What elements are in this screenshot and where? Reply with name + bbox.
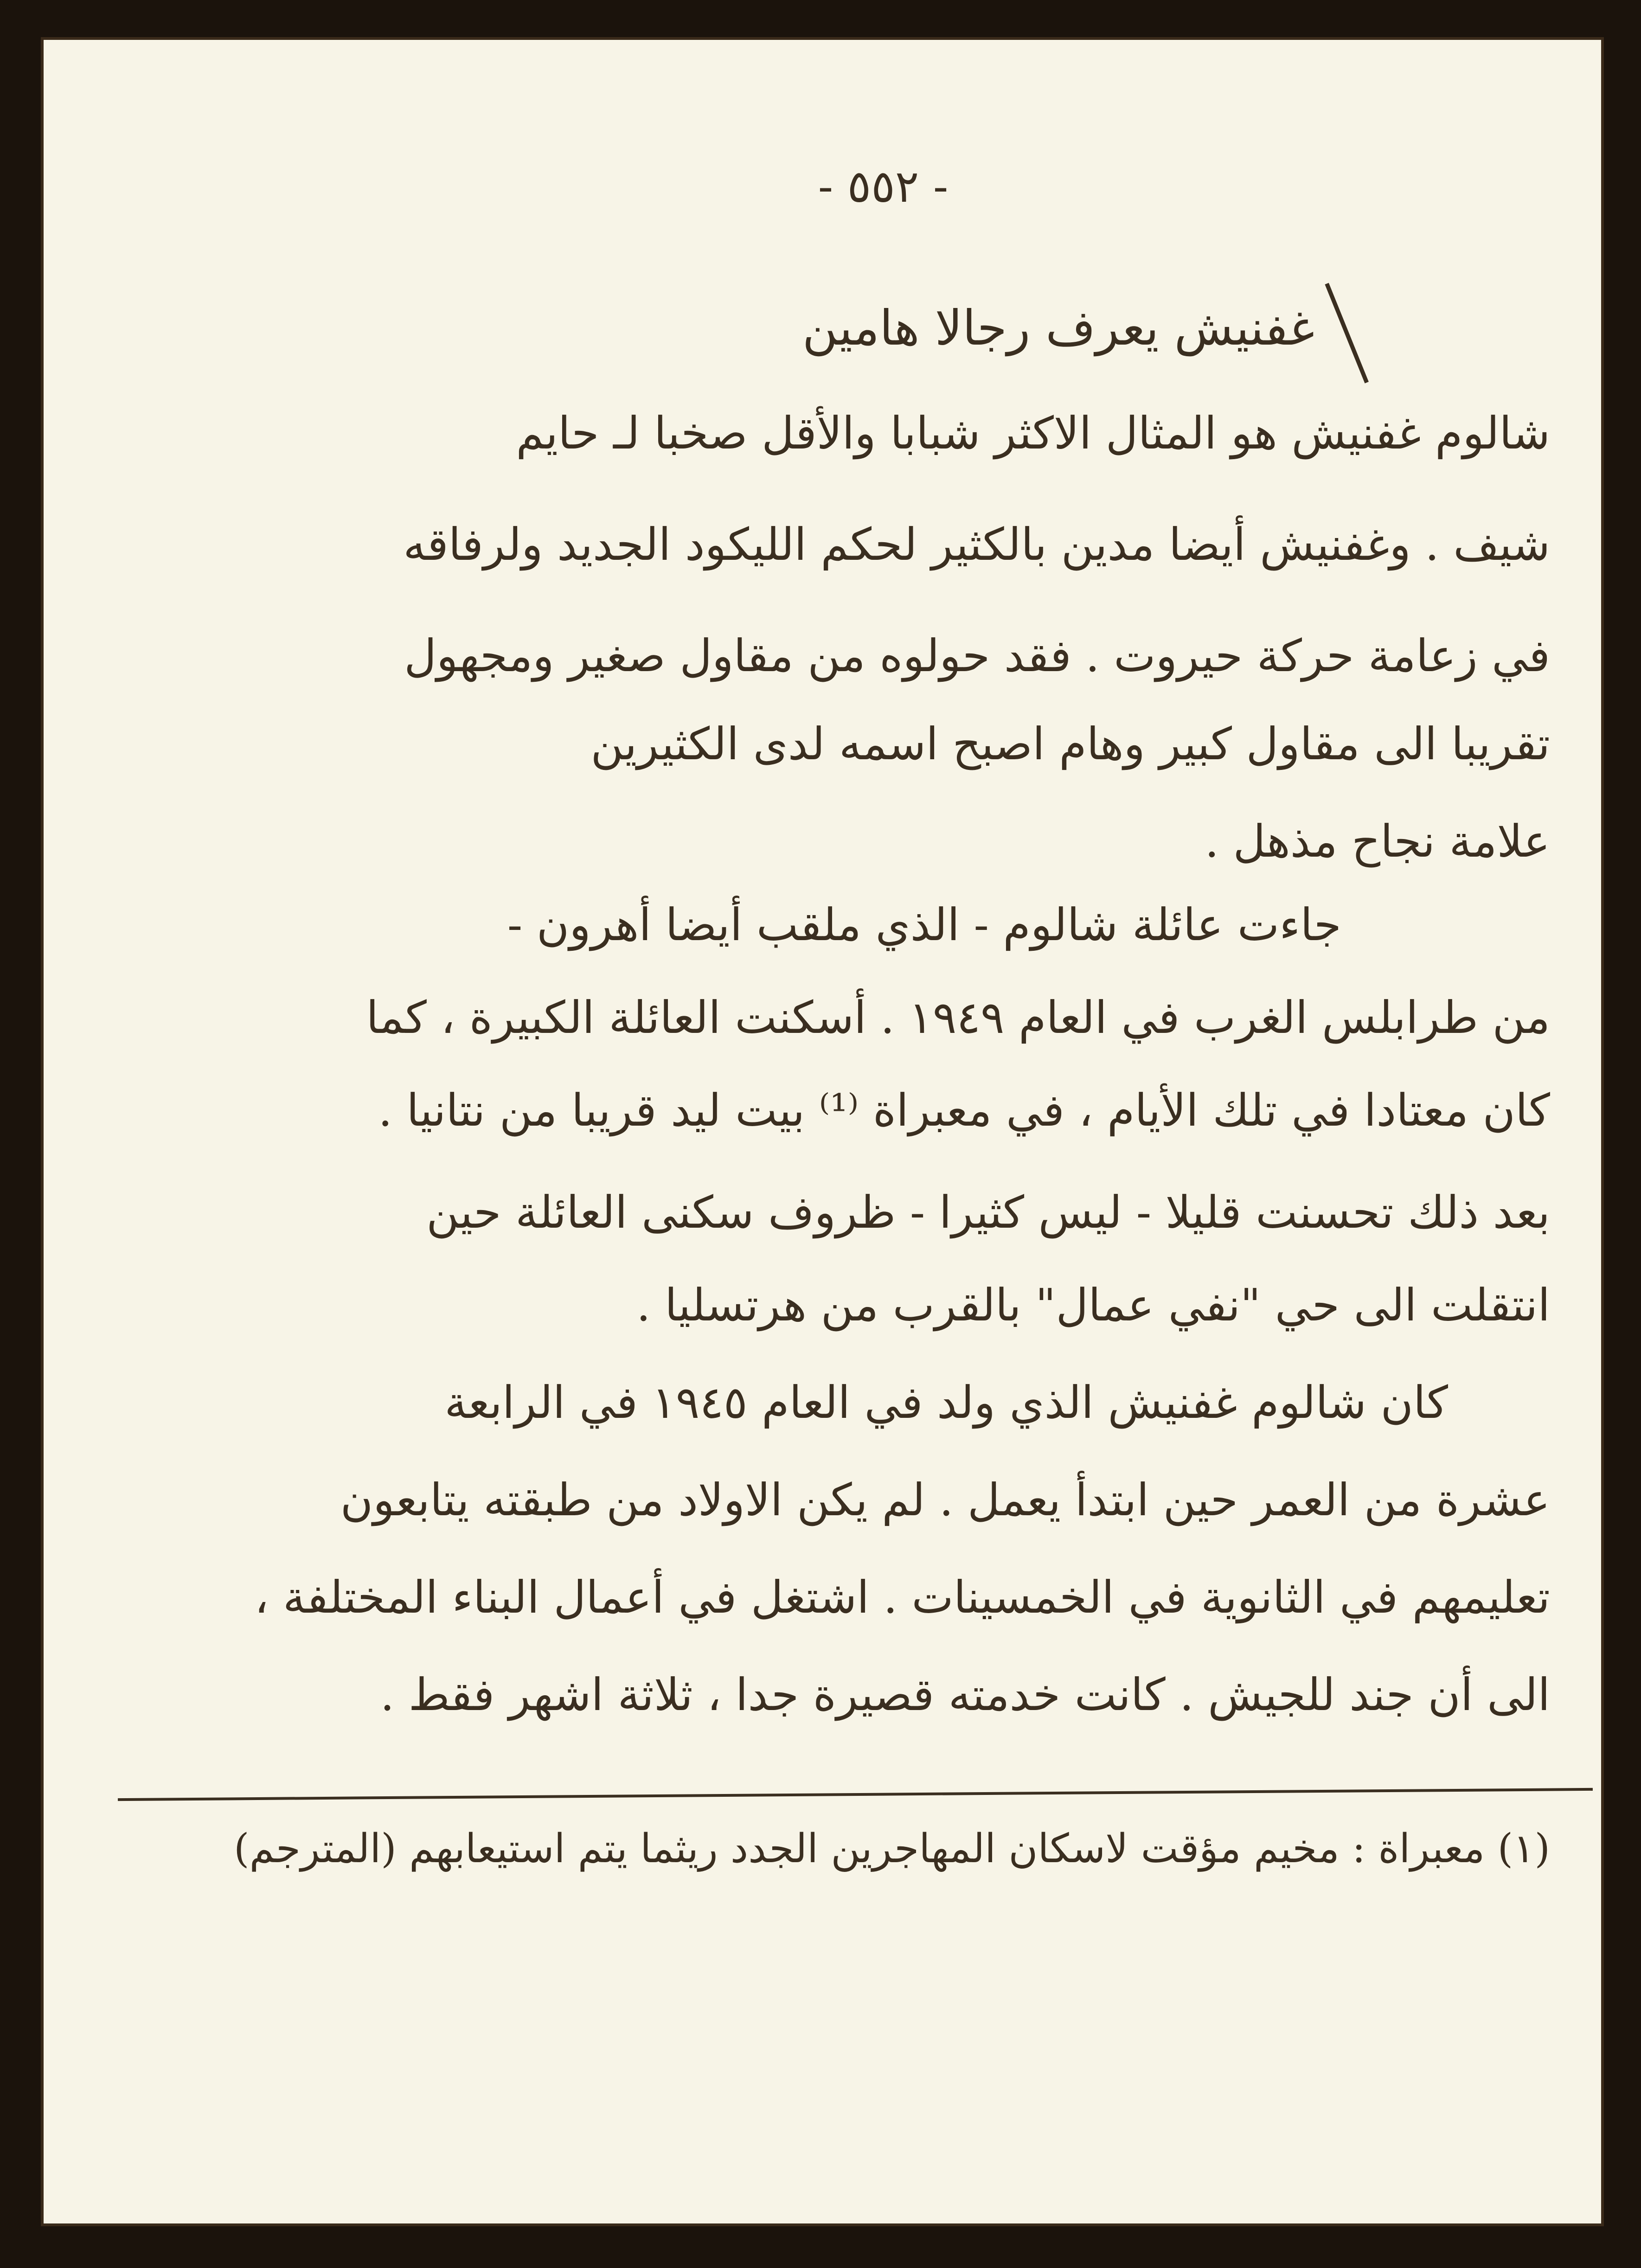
page-title: غفنيش يعرف رجالا هامين [802,300,1314,356]
text-line: جاءت عائلة شالوم - الذي ملقب أيضا أهرون - [507,899,1341,951]
footnote-divider [118,1788,1593,1801]
text-line: بعد ذلك تحسنت قليلا - ليس كثيرا - ظروف سكنى العائلة حين [426,1186,1550,1238]
text-line: كان شالوم غفنيش الذي ولد في العام ١٩٤٥ في الرابعة [444,1377,1448,1429]
page-number: - ٥٥٢ - [818,160,949,212]
title-margin-stroke [1325,278,1381,384]
text-line: من طرابلس الغرب في العام ١٩٤٩ . أسكنت العائلة الكبيرة ، كما [366,992,1550,1044]
title-row [554,281,1342,383]
text-line: شالوم غفنيش هو المثال الاكثر شبابا والأقل صخبا لـ حايم [516,407,1550,459]
text-line: في زعامة حركة حيروت . فقد حولوه من مقاول صغير ومجهول [404,630,1550,682]
text-line: شيف . وغفنيش أيضا مدين بالكثير لحكم الليكود الجديد ولرفاقه [403,519,1550,570]
text-line: تعليمهم في الثانوية في الخمسينات . اشتغل في أعمال البناء المختلفة ، [254,1571,1550,1623]
manuscript-page [41,37,1604,2226]
text-line: علامة نجاح مذهل . [1205,815,1550,867]
text-line: انتقلت الى حي "نفي عمال" بالقرب من هرتسليا . [636,1279,1550,1331]
text-line: تقريبا الى مقاول كبير وهام اصبح اسمه لدى الكثيرين [590,718,1550,770]
text-line: عشرة من العمر حين ابتدأ يعمل . لم يكن الاولاد من طبقته يتابعون [340,1474,1550,1526]
text-line: كان معتادا في تلك الأيام ، في معبراة ⁽¹⁾ بيت ليد قريبا من نتانيا . [378,1084,1550,1136]
text-line: الى أن جند للجيش . كانت خدمته قصيرة جدا ، ثلاثة اشهر فقط . [380,1669,1550,1721]
footnote: (١) معبراة : مخيم مؤقت لاسكان المهاجرين الجدد ريثما يتم استيعابهم (المترجم) [234,1826,1550,1872]
